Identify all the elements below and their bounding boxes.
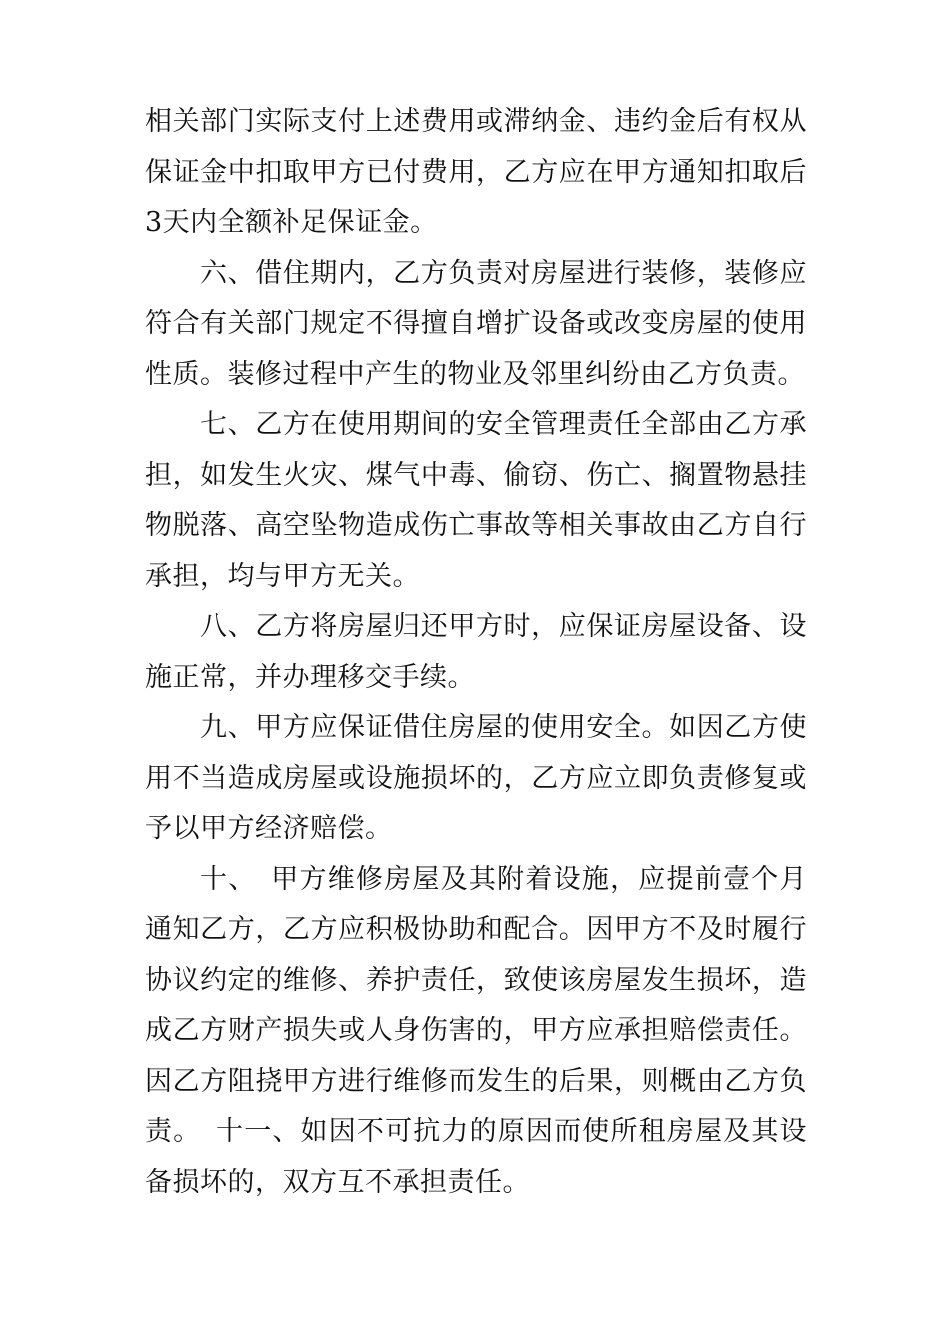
paragraph-continuation: 相关部门实际支付上述费用或滞纳金、违约金后有权从保证金中扣取甲方已付费用，乙方应在甲方通知扣取后3天内全额补足保证金。 <box>145 106 807 238</box>
paragraph-clause-9: 九、甲方应保证借住房屋的使用安全。如因乙方使用不当造成房屋或设施损坏的，乙方应立即负责修复或予以甲方经济赔偿。 <box>145 712 807 844</box>
document-body <box>145 97 807 1208</box>
paragraph-clause-6: 六、借住期内，乙方负责对房屋进行装修，装修应符合有关部门规定不得擅自增扩设备或改变房屋的使用性质。装修过程中产生的物业及邻里纠纷由乙方负责。 <box>145 257 807 390</box>
paragraph-clause-10-11: 十、 甲方维修房屋及其附着设施，应提前壹个月通知乙方，乙方应积极协助和配合。因甲方不及时履行协议约定的维修、养护责任，致使该房屋发生损坏，造成乙方财产损失或人身伤害的，甲方应承担赔偿责任。因乙方阻挠甲方进行维修而发生的后果，则概由乙方负责。 十一、如因不可抗力的原因而使所租房屋及其设备损坏的，双方互不承担责任。 <box>145 863 807 1198</box>
paragraph-clause-8: 八、乙方将房屋归还甲方时，应保证房屋设备、设施正常，并办理移交手续。 <box>145 611 807 693</box>
paragraph-clause-7: 七、乙方在使用期间的安全管理责任全部由乙方承担，如发生火灾、煤气中毒、偷窃、伤亡、搁置物悬挂物脱落、高空坠物造成伤亡事故等相关事故由乙方自行承担，均与甲方无关。 <box>145 409 807 592</box>
